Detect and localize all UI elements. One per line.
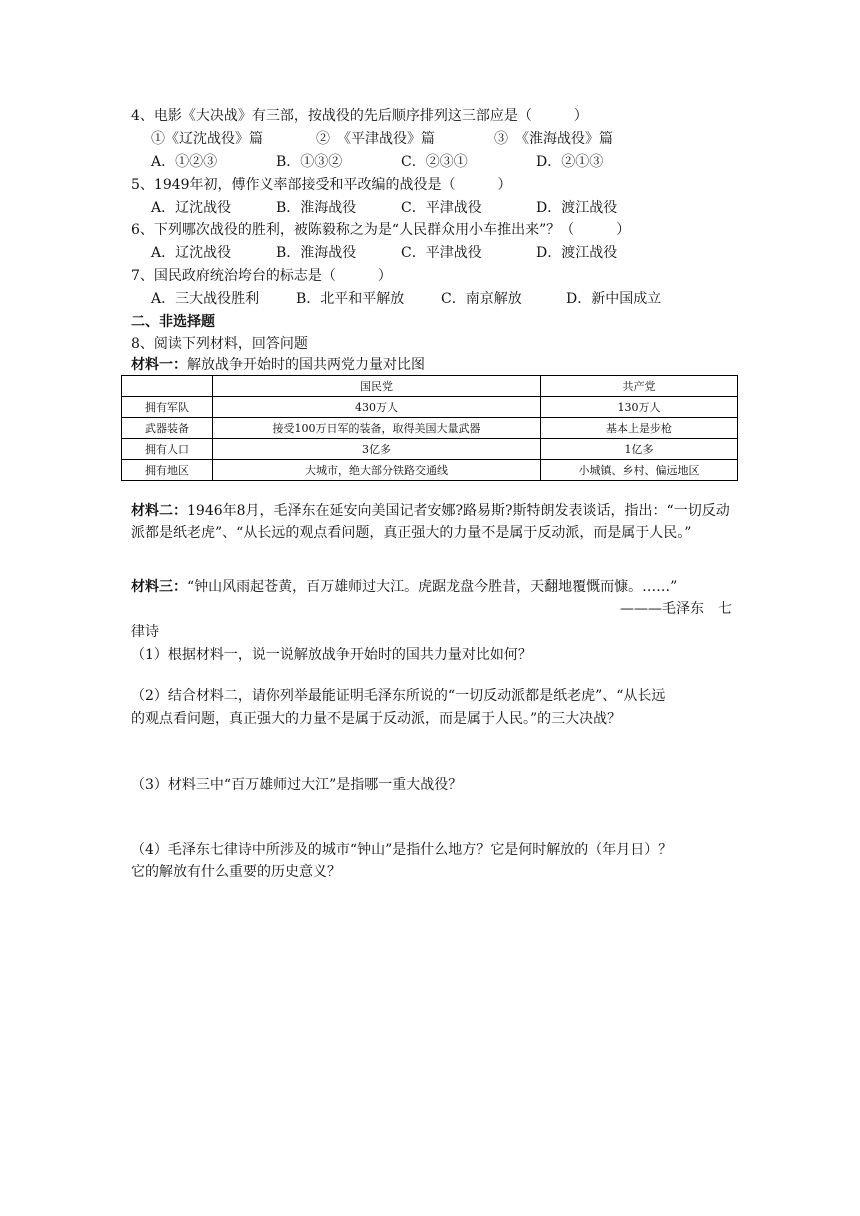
q5-stem: 5、1949年初，傅作义率部接受和平改编的战役是（ ） (131, 177, 512, 193)
table-cell: 130万人 (541, 397, 738, 418)
table-cell: 拥有军队 (122, 397, 213, 418)
material-1-text: 解放战争开始时的国共两党力量对比图 (187, 357, 425, 373)
option: D．②①③ (536, 154, 604, 170)
q7-options (151, 289, 661, 309)
q8-stem: 8、阅读下列材料，回答问题 (131, 336, 308, 352)
material-1 (131, 355, 425, 375)
option: C．平津战役 (401, 200, 482, 216)
option: A．辽沈战役 (151, 245, 232, 261)
sub-question-2-line1: （2）结合材料二，请你列举最能证明毛泽东所说的“一切反动派都是纸老虎”、“从长远 (131, 688, 666, 704)
table-cell: 小城镇、乡村、偏远地区 (541, 460, 738, 481)
material-1-label: 材料一： (131, 357, 187, 373)
table-cell: 3亿多 (213, 439, 541, 460)
option: B．北平和平解放 (296, 291, 405, 307)
table-cell: 1亿多 (541, 439, 738, 460)
table-cell: 430万人 (213, 397, 541, 418)
section-heading: 二、非选择题 (131, 314, 215, 330)
material-3-text: “钟山风雨起苍黄，百万雄师过大江。虎踞龙盘今胜昔，天翻地覆慨而慷。……” (187, 579, 678, 595)
table-cell: 拥有人口 (122, 439, 213, 460)
q6-stem: 6、下列哪次战役的胜利，被陈毅称之为是“人民群众用小车推出来”？（ ） (131, 222, 631, 238)
table-cell: 接受100万日军的装备，取得美国大量武器 (213, 418, 541, 439)
sub-question-4-line1: （4）毛泽东七律诗中所涉及的城市“钟山”是指什么地方？它是何时解放的（年月日）？ (131, 842, 673, 858)
material-2-text: 1946年8月，毛泽东在延安向美国记者安娜?路易斯?斯特朗发表谈话，指出：“一切反动派都是纸老虎”、“从长远的观点看问题，真正强大的力量不是属于反动派，而是属于人民。” (131, 503, 730, 541)
option: D．渡江战役 (536, 245, 618, 261)
q4-options (151, 152, 603, 172)
table-row (122, 460, 738, 481)
q4-item: ①《辽沈战役》篇 (151, 131, 263, 147)
material-3 (131, 577, 677, 597)
sub-question-3: （3）材料三中“百万雄师过大江”是指哪一重大战役？ (131, 777, 463, 793)
table-row (122, 397, 738, 418)
table-header-cell (122, 376, 213, 397)
sub-question-1: （1）根据材料一，说一说解放战争开始时的国共力量对比如何？ (131, 647, 532, 663)
q4-item: ② 《平津战役》篇 (316, 131, 435, 147)
sub-question-2-line2: 的观点看问题，真正强大的力量不是属于反动派，而是属于人民。”的三大决战？ (131, 711, 622, 727)
comparison-table (121, 375, 738, 481)
table-header-row (122, 376, 738, 397)
poem-attribution: ———毛泽东 七 (620, 601, 732, 617)
q4-stem: 4、电影《大决战》有三部，按战役的先后顺序排列这三部应是（ ） (131, 108, 588, 124)
option: A．①②③ (151, 154, 218, 170)
option: A．辽沈战役 (151, 200, 232, 216)
option: B．①③② (276, 154, 343, 170)
table-row (122, 439, 738, 460)
table-cell: 武器装备 (122, 418, 213, 439)
option: D．渡江战役 (536, 200, 618, 216)
q5-options (151, 198, 617, 218)
option: B．淮海战役 (276, 200, 357, 216)
sub-question-4-line2: 它的解放有什么重要的历史意义？ (131, 864, 341, 880)
material-2 (131, 500, 741, 544)
option: C．平津战役 (401, 245, 482, 261)
table-cell: 基本上是步枪 (541, 418, 738, 439)
q7-stem: 7、国民政府统治垮台的标志是（ ） (131, 268, 392, 284)
option: C．②③① (401, 154, 468, 170)
table-header-cell: 国民党 (213, 376, 541, 397)
q6-options (151, 243, 617, 263)
table-header-cell: 共产党 (541, 376, 738, 397)
material-2-label: 材料二： (131, 503, 187, 519)
option: B．淮海战役 (276, 245, 357, 261)
option: A．三大战役胜利 (151, 291, 260, 307)
option: C．南京解放 (441, 291, 522, 307)
q4-item: ③ 《淮海战役》篇 (494, 131, 613, 147)
q4-items (151, 129, 613, 149)
option: D．新中国成立 (566, 291, 662, 307)
table-row (122, 418, 738, 439)
table-cell: 拥有地区 (122, 460, 213, 481)
poem-attribution-cont: 律诗 (131, 624, 159, 640)
table-cell: 大城市，绝大部分铁路交通线 (213, 460, 541, 481)
material-3-label: 材料三： (131, 579, 187, 595)
